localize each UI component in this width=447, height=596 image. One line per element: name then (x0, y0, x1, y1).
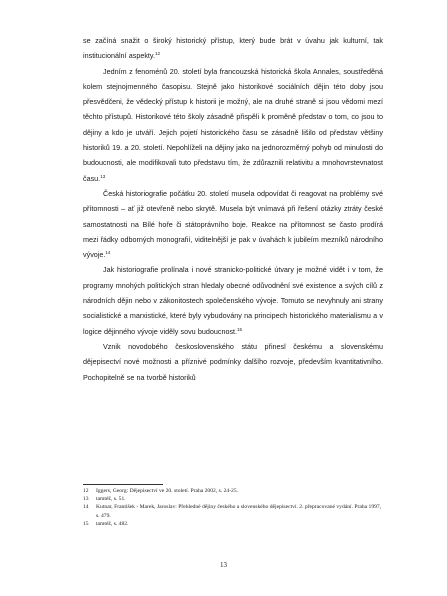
footnote-ref-14: 14 (105, 250, 111, 256)
paragraph-4 (83, 262, 383, 338)
paragraph-text: se začíná snažit o široký historický přístup, který bude brát v úvahu jak kulturní, tak institucionální aspekty. (83, 36, 383, 61)
paragraph-text: Jedním z fenoménů 20. století byla francouzská historická škola Annales, soustředěná kolem stejnojmenného časopisu. Stejně jako historikové sociálních dějin této doby jsou přesvědčeni, že vědecký přístup k historii je možný, ale na druhé straně si jsou vědomi mezí těchto přístupů. Historikové této školy zásadně přispěli k proměně představ o tom, co jsou to dějiny a kdo je utváří. Jejich pojetí historického času se zásadně lišilo od představ většiny historiků 19. a 20. století. Nepohlíželi na dějiny jako na jednorozměrný pohyb od minulosti do budoucnosti, ale modifikovali tuto představu tím, že zdůraznili relativitu a mnohovrstevnatost času. (83, 66, 383, 183)
footnote-number: 12 (83, 488, 89, 494)
footnote-text: tamtéž, s. 51. (96, 496, 126, 503)
footnote-text: tamtéž, s. 482. (96, 520, 129, 527)
footnote-number: 13 (83, 496, 89, 503)
footnote-number: 14 (83, 504, 89, 511)
body-text (83, 33, 383, 385)
footnote-13 (83, 495, 383, 503)
footnote-ref-13: 13 (100, 173, 106, 179)
footnote-ref-12: 12 (154, 51, 160, 57)
footnote-15 (83, 520, 383, 528)
footnote-separator (83, 484, 163, 485)
footnote-text: Kutnar, František - Marek, Jaroslav: Přehledné dějiny českého a slovenského dějepisectví. 2. přepracované vydání. Praha 1997, s. 479. (96, 504, 382, 519)
footnotes (83, 487, 383, 528)
paragraph-5 (83, 339, 383, 385)
paragraph-1 (83, 33, 383, 64)
paragraph-2 (83, 64, 383, 186)
footnote-ref-15: 15 (237, 326, 243, 332)
paragraph-text: Vznik novodobého československého státu přinesl českému a slovenskému dějepisectví nové možnosti a příznivé podmínky dalšího rozvoje, především kvantitativního. Pochopitelně se na tvorbě historiků (83, 341, 383, 382)
paragraph-text: Česká historiografie počátku 20. století musela odpovídat či reagovat na problémy své přítomnosti – ať již otevřeně nebo skrytě. Musela být vnímavá při řešení otázky ztráty české samostatnosti na Bílé hoře či státoprávního boje. Reakce na přítomnost se často prodírá mezi řádky odborných monografií, viditelnější je pak v úvahách k jubileím mezníků národního vývoje. (83, 188, 383, 260)
page-number: 13 (220, 561, 227, 569)
paragraph-3 (83, 186, 383, 262)
footnote-12 (83, 487, 383, 495)
footnote-text: Iggers, Georg: Dějepisectví ve 20. století. Praha 2002, s. 24-25. (96, 488, 239, 494)
footnote-14 (83, 503, 383, 519)
paragraph-text: Jak historiografie prolínala i nové stranicko-politické útvary je možné vidět i v tom, že programy mnohých politických stran hledaly obecné odůvodnění své existence a svých cílů z národních dějin nebo v zákonitostech společenského vývoje. Tomuto se nevyhnuly ani strany socialistické a marxistické, které byly vybudovány na principech historického materialismu a v logice dějinného vývoje viděly sovu budoucnost. (83, 265, 383, 336)
footnote-number: 15 (83, 520, 89, 527)
